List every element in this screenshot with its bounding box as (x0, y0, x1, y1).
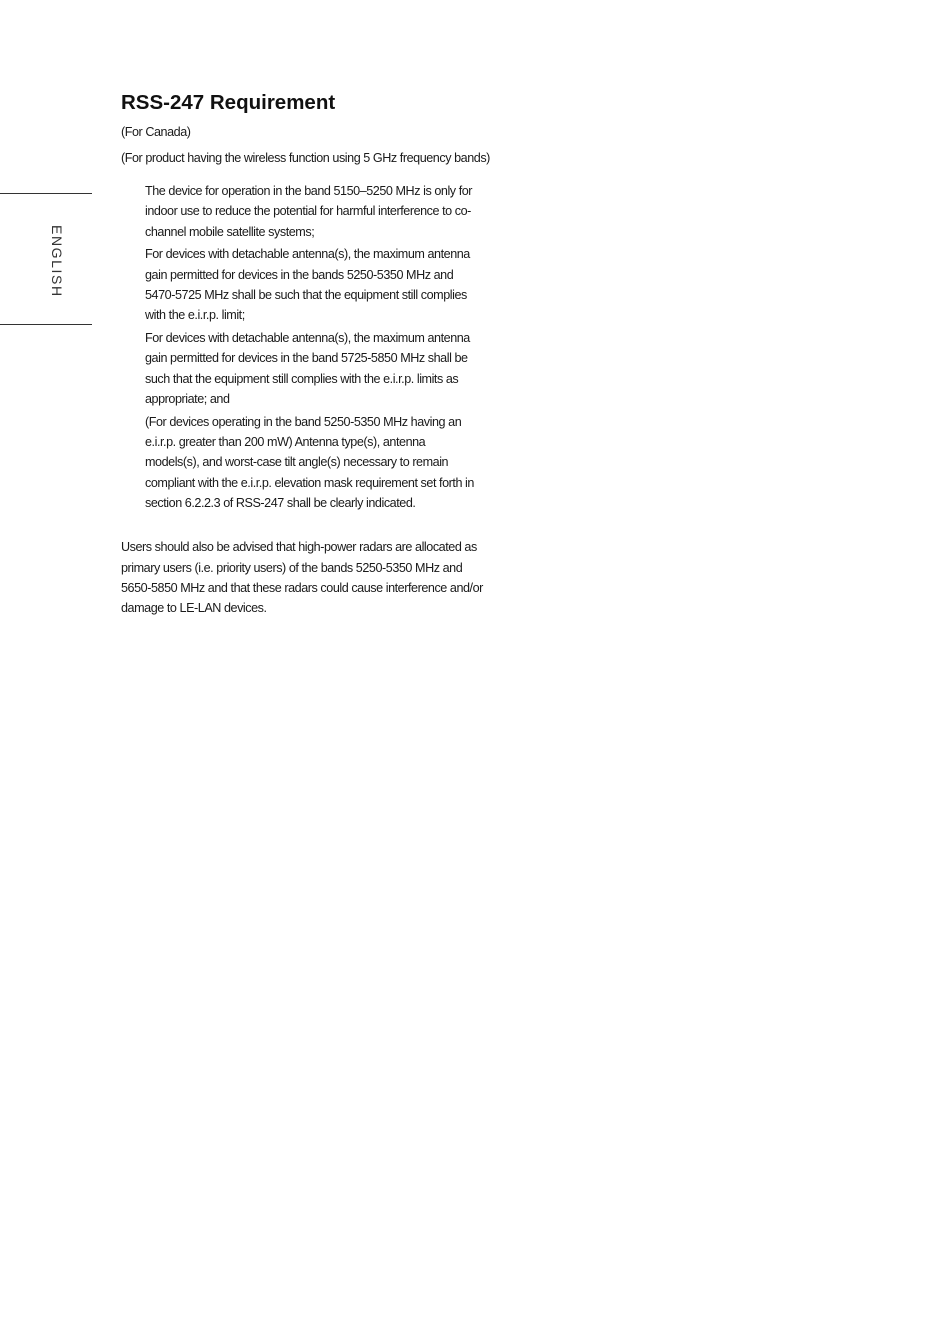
region-note: (For Canada) (121, 125, 191, 139)
rss247-section (121, 90, 501, 631)
section-title: RSS-247 Requirement (121, 91, 336, 114)
scope-note: (For product having the wireless function using 5 GHz frequency bands) (121, 151, 490, 165)
requirement-item: The device for operation in the band 5150–5250 MHz is only for indoor use to reduce the potential for harmful interference to co-channel mobile satellite systems; (145, 184, 473, 239)
radar-advisory-paragraph: Users should also be advised that high-power radars are allocated as primary users (i.e. priority users) of the bands 5250-5350 MHz and 5650-5850 MHz and that these radars could cause interference and/or damage to LE-LAN devices. (121, 540, 483, 616)
requirement-item: For devices with detachable antenna(s), the maximum antenna gain permitted for devices in the bands 5250-5350 MHz and 5470-5725 MHz shall be such that the equipment still complies with the e.i.r.p. limit; (145, 247, 470, 323)
requirement-item: (For devices operating in the band 5250-5350 MHz having an e.i.r.p. greater than 200 mW) Antenna type(s), antenna models(s), and worst-case tilt angle(s) necessary to remain compliant with the e.i.r.p. elevation mask requirement set forth in section 6.2.2.3 of RSS-247 shall be clearly indicated. (145, 414, 474, 510)
language-side-label: ENGLISH (49, 225, 65, 298)
side-tab-top-rule (0, 193, 92, 194)
side-tab-bottom-rule (0, 324, 92, 325)
requirement-item: For devices with detachable antenna(s), the maximum antenna gain permitted for devices in the band 5725-5850 MHz shall be such that the equipment still complies with the e.i.r.p. limits as appropriate; and (145, 331, 470, 406)
requirements-list (145, 181, 481, 513)
